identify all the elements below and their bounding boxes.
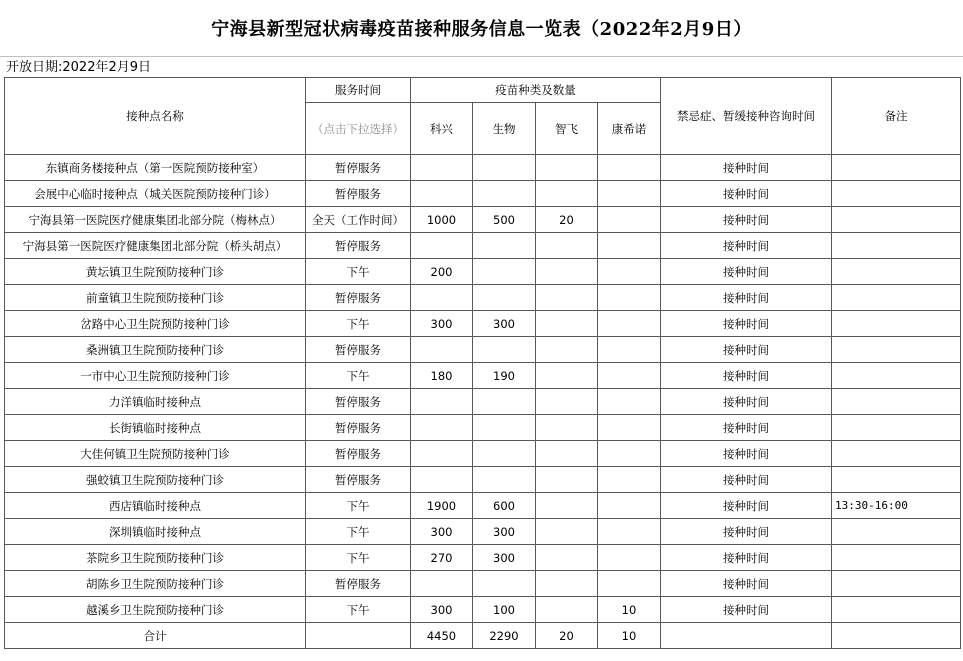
vaccination-table (4, 77, 961, 649)
shengwu-cell (473, 181, 536, 207)
header-zhifei: 智飞 (536, 103, 598, 155)
service-time-cell[interactable]: 暂停服务 (306, 571, 411, 597)
consult-time-cell: 接种时间 (661, 467, 832, 493)
kangxinuo-cell (598, 389, 661, 415)
shengwu-cell: 100 (473, 597, 536, 623)
header-row-1 (5, 78, 961, 103)
kangxinuo-cell (598, 467, 661, 493)
shengwu-cell (473, 415, 536, 441)
total-remark-cell (832, 623, 961, 649)
open-date-value: 2022年2月9日 (62, 60, 152, 75)
kangxinuo-cell (598, 441, 661, 467)
kangxinuo-cell (598, 285, 661, 311)
site-name-cell: 深圳镇临时接种点 (5, 519, 306, 545)
zhifei-cell (536, 571, 598, 597)
consult-time-cell: 接种时间 (661, 493, 832, 519)
kexing-cell: 180 (411, 363, 473, 389)
kangxinuo-cell (598, 493, 661, 519)
table-row (5, 597, 961, 623)
zhifei-cell (536, 285, 598, 311)
site-name-cell: 胡陈乡卫生院预防接种门诊 (5, 571, 306, 597)
kangxinuo-cell (598, 545, 661, 571)
table-row (5, 545, 961, 571)
kangxinuo-cell (598, 519, 661, 545)
service-time-cell[interactable]: 暂停服务 (306, 181, 411, 207)
shengwu-cell: 600 (473, 493, 536, 519)
consult-time-cell: 接种时间 (661, 389, 832, 415)
total-kangxinuo-cell: 10 (598, 623, 661, 649)
table-row (5, 571, 961, 597)
kexing-cell: 1000 (411, 207, 473, 233)
zhifei-cell (536, 597, 598, 623)
table-row (5, 441, 961, 467)
kexing-cell (411, 285, 473, 311)
consult-time-cell: 接种时间 (661, 337, 832, 363)
remark-cell (832, 285, 961, 311)
table-row (5, 467, 961, 493)
shengwu-cell: 300 (473, 519, 536, 545)
zhifei-cell (536, 233, 598, 259)
shengwu-cell (473, 389, 536, 415)
header-shengwu: 生物 (473, 103, 536, 155)
total-consult-time-cell (661, 623, 832, 649)
header-remark: 备注 (832, 78, 961, 155)
kangxinuo-cell (598, 259, 661, 285)
zhifei-cell (536, 155, 598, 181)
table-row (5, 207, 961, 233)
service-time-cell[interactable]: 下午 (306, 493, 411, 519)
zhifei-cell (536, 337, 598, 363)
shengwu-cell (473, 155, 536, 181)
zhifei-cell (536, 493, 598, 519)
kangxinuo-cell (598, 415, 661, 441)
kangxinuo-cell (598, 311, 661, 337)
page-title: 宁海县新型冠状病毒疫苗接种服务信息一览表（2022年2月9日） (211, 19, 752, 40)
site-name-cell: 宁海县第一医院医疗健康集团北部分院（梅林点） (5, 207, 306, 233)
kexing-cell (411, 233, 473, 259)
service-time-cell[interactable]: 暂停服务 (306, 415, 411, 441)
header-vaccine-types: 疫苗种类及数量 (411, 78, 661, 103)
zhifei-cell (536, 545, 598, 571)
consult-time-cell: 接种时间 (661, 545, 832, 571)
kangxinuo-cell: 10 (598, 597, 661, 623)
header-kexing: 科兴 (411, 103, 473, 155)
kexing-cell (411, 181, 473, 207)
shengwu-cell: 190 (473, 363, 536, 389)
site-name-cell: 强蛟镇卫生院预防接种门诊 (5, 467, 306, 493)
service-time-cell[interactable]: 下午 (306, 259, 411, 285)
table-row (5, 181, 961, 207)
kexing-cell: 300 (411, 311, 473, 337)
zhifei-cell (536, 259, 598, 285)
kangxinuo-cell (598, 363, 661, 389)
site-name-cell: 大佳何镇卫生院预防接种门诊 (5, 441, 306, 467)
total-zhifei-cell: 20 (536, 623, 598, 649)
kexing-cell (411, 415, 473, 441)
table-row (5, 285, 961, 311)
table-row (5, 155, 961, 181)
shengwu-cell: 500 (473, 207, 536, 233)
kexing-cell (411, 389, 473, 415)
kexing-cell (411, 337, 473, 363)
total-kexing-cell: 4450 (411, 623, 473, 649)
total-shengwu-cell: 2290 (473, 623, 536, 649)
kexing-cell (411, 467, 473, 493)
kexing-cell: 270 (411, 545, 473, 571)
table-row (5, 389, 961, 415)
table-row (5, 415, 961, 441)
table-row (5, 493, 961, 519)
kexing-cell: 200 (411, 259, 473, 285)
consult-time-cell: 接种时间 (661, 259, 832, 285)
remark-cell (832, 519, 961, 545)
table-row (5, 233, 961, 259)
remark-cell (832, 259, 961, 285)
kexing-cell: 300 (411, 519, 473, 545)
site-name-cell: 茶院乡卫生院预防接种门诊 (5, 545, 306, 571)
service-time-cell[interactable]: 暂停服务 (306, 233, 411, 259)
consult-time-cell: 接种时间 (661, 207, 832, 233)
site-name-cell: 力洋镇临时接种点 (5, 389, 306, 415)
site-name-cell: 桑洲镇卫生院预防接种门诊 (5, 337, 306, 363)
site-name-cell: 东镇商务楼接种点（第一医院预防接种室） (5, 155, 306, 181)
table-row (5, 519, 961, 545)
shengwu-cell (473, 285, 536, 311)
shengwu-cell (473, 337, 536, 363)
total-service-time-cell (306, 623, 411, 649)
shengwu-cell (473, 441, 536, 467)
kexing-cell: 1900 (411, 493, 473, 519)
remark-cell (832, 311, 961, 337)
shengwu-cell: 300 (473, 545, 536, 571)
service-time-cell[interactable]: 下午 (306, 363, 411, 389)
remark-cell (832, 441, 961, 467)
consult-time-cell: 接种时间 (661, 441, 832, 467)
service-time-cell[interactable]: 暂停服务 (306, 155, 411, 181)
kangxinuo-cell (598, 337, 661, 363)
remark-cell (832, 363, 961, 389)
site-name-cell: 越溪乡卫生院预防接种门诊 (5, 597, 306, 623)
table-row (5, 337, 961, 363)
remark-cell (832, 467, 961, 493)
kangxinuo-cell (598, 233, 661, 259)
remark-cell (832, 337, 961, 363)
header-kangxinuo: 康希诺 (598, 103, 661, 155)
shengwu-cell (473, 233, 536, 259)
remark-cell (832, 389, 961, 415)
kangxinuo-cell (598, 181, 661, 207)
shengwu-cell (473, 467, 536, 493)
zhifei-cell (536, 415, 598, 441)
table-row (5, 311, 961, 337)
remark-cell (832, 181, 961, 207)
zhifei-cell (536, 181, 598, 207)
service-time-cell[interactable]: 暂停服务 (306, 389, 411, 415)
kexing-cell (411, 571, 473, 597)
consult-time-cell: 接种时间 (661, 519, 832, 545)
remark-cell (832, 415, 961, 441)
remark-cell (832, 545, 961, 571)
service-time-cell[interactable]: 暂停服务 (306, 441, 411, 467)
service-time-cell[interactable]: 全天（工作时间） (306, 207, 411, 233)
site-name-cell: 黄坛镇卫生院预防接种门诊 (5, 259, 306, 285)
remark-cell (832, 233, 961, 259)
remark-cell (832, 571, 961, 597)
site-name-cell: 宁海县第一医院医疗健康集团北部分院（桥头胡点） (5, 233, 306, 259)
header-site-name: 接种点名称 (5, 78, 306, 155)
consult-time-cell: 接种时间 (661, 233, 832, 259)
consult-time-cell: 接种时间 (661, 311, 832, 337)
kangxinuo-cell (598, 571, 661, 597)
site-name-cell: 会展中心临时接种点（城关医院预防接种门诊） (5, 181, 306, 207)
shengwu-cell (473, 259, 536, 285)
site-name-cell: 前童镇卫生院预防接种门诊 (5, 285, 306, 311)
zhifei-cell (536, 311, 598, 337)
table-row (5, 363, 961, 389)
consult-time-cell: 接种时间 (661, 415, 832, 441)
remark-cell (832, 207, 961, 233)
table-row (5, 259, 961, 285)
remark-cell: 13:30-16:00 (832, 493, 961, 519)
service-time-cell[interactable]: 下午 (306, 597, 411, 623)
header-service-time: 服务时间 (306, 78, 411, 103)
total-row (5, 623, 961, 649)
consult-time-cell: 接种时间 (661, 597, 832, 623)
service-time-cell[interactable]: 暂停服务 (306, 337, 411, 363)
service-time-cell[interactable]: 下午 (306, 545, 411, 571)
consult-time-cell: 接种时间 (661, 285, 832, 311)
shengwu-cell: 300 (473, 311, 536, 337)
remark-cell (832, 597, 961, 623)
service-time-cell[interactable]: 下午 (306, 519, 411, 545)
consult-time-cell: 接种时间 (661, 155, 832, 181)
total-site-name-cell: 合计 (5, 623, 306, 649)
consult-time-cell: 接种时间 (661, 571, 832, 597)
service-time-cell[interactable]: 暂停服务 (306, 467, 411, 493)
zhifei-cell (536, 519, 598, 545)
open-date-label: 开放日期: (6, 60, 63, 75)
zhifei-cell: 20 (536, 207, 598, 233)
site-name-cell: 长街镇临时接种点 (5, 415, 306, 441)
service-time-cell[interactable]: 下午 (306, 311, 411, 337)
shengwu-cell (473, 571, 536, 597)
consult-time-cell: 接种时间 (661, 363, 832, 389)
kexing-cell: 300 (411, 597, 473, 623)
kangxinuo-cell (598, 207, 661, 233)
remark-cell (832, 155, 961, 181)
zhifei-cell (536, 363, 598, 389)
zhifei-cell (536, 467, 598, 493)
zhifei-cell (536, 389, 598, 415)
kangxinuo-cell (598, 155, 661, 181)
header-consult-time: 禁忌症、暂缓接种咨询时间 (661, 78, 832, 155)
kexing-cell (411, 155, 473, 181)
service-time-dropdown-hint[interactable]: （点击下拉选择） (306, 103, 411, 155)
zhifei-cell (536, 441, 598, 467)
consult-time-cell: 接种时间 (661, 181, 832, 207)
open-date-row (0, 56, 963, 78)
kexing-cell (411, 441, 473, 467)
service-time-cell[interactable]: 暂停服务 (306, 285, 411, 311)
site-name-cell: 西店镇临时接种点 (5, 493, 306, 519)
site-name-cell: 岔路中心卫生院预防接种门诊 (5, 311, 306, 337)
site-name-cell: 一市中心卫生院预防接种门诊 (5, 363, 306, 389)
